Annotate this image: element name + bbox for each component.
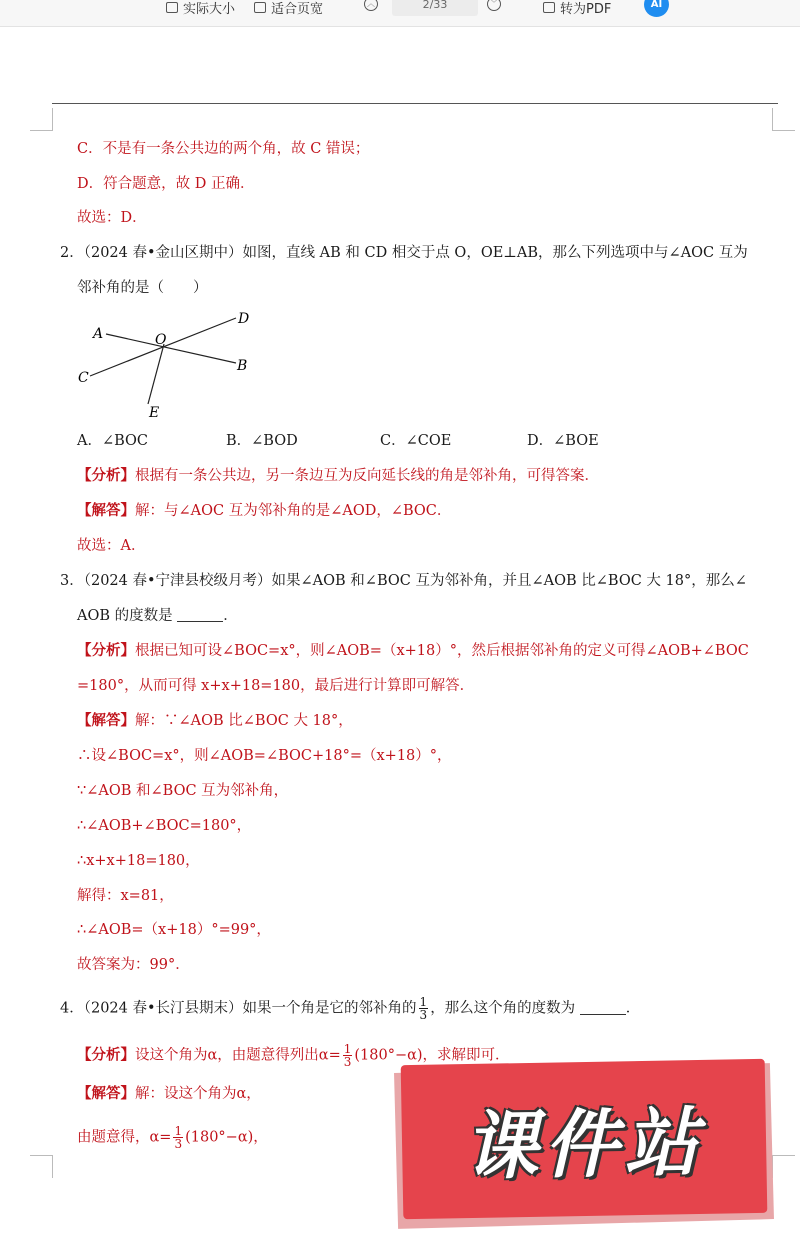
q2-option-b: B．∠BOD — [226, 433, 298, 449]
actual-size-label: 实际大小 — [183, 1, 236, 17]
q3-analysis-text1: 根据已知可设∠BOC=x°，则∠AOB=（x+18）°，然后根据邻补角的定义可得∠AOB+∠BOC — [135, 643, 749, 659]
label-a: A — [93, 326, 104, 342]
q4-stem-text-b: ，那么这个角的度数为 — [430, 1000, 576, 1017]
q4-solution-step2-a: 由题意得，α= — [77, 1129, 172, 1146]
q3-stem-line1: 3．（2024 春•宁津县校级月考）如果∠AOB 和∠BOC 互为邻补角，并且∠AOB 比∠BOC 大 18°，那么∠ — [60, 573, 747, 589]
q3-analysis-line2: =180°，从而可得 x+x+18=180，最后进行计算即可解答． — [77, 678, 475, 694]
page-indicator[interactable]: 2/33 — [392, 0, 478, 16]
q3-answer: 故答案为：99°． — [77, 957, 190, 973]
page-up-icon[interactable]: ︿ — [364, 0, 378, 11]
fraction-one-third: $\frac{1}{3}$ — [343, 1042, 352, 1069]
label-e: E — [149, 405, 160, 421]
q3-solution-step5: ∴x+x+18=180， — [77, 853, 200, 869]
q2-solution-text: 解：与∠AOC 互为邻补角的是∠AOD，∠BOC． — [135, 503, 452, 519]
page-down-icon[interactable]: ﹀ — [487, 0, 501, 11]
q4-stem-text-a: 4．（2024 春•长汀县期末）如果一个角是它的邻补角的 — [60, 1000, 417, 1017]
label-d: D — [238, 311, 250, 327]
q2-analysis — [77, 466, 599, 486]
q4-analysis-text-a: 设这个角为α，由题意得列出α= — [135, 1047, 341, 1064]
q3-stem-text: AOB 的度数是 — [77, 608, 173, 624]
q3-solution-step4: ∴∠AOB+∠BOC=180°， — [77, 818, 252, 834]
q3-solution-step3: ∵∠AOB 和∠BOC 互为邻补角， — [77, 783, 289, 799]
q3-solution — [77, 711, 353, 731]
q2-answer: 故选：A． — [77, 538, 146, 554]
analysis-tag: 【分析】 — [77, 1046, 135, 1064]
option-d-explanation: D．符合题意，故 D 正确． — [77, 176, 255, 192]
fraction-one-third: $\frac{1}{3}$ — [174, 1124, 183, 1151]
answer-blank — [177, 607, 223, 622]
q2-stem-line2: 邻补角的是（ ） — [77, 280, 208, 296]
pdf-icon — [543, 2, 555, 13]
q2-stem-line1: 2．（2024 春•金山区期中）如图，直线 AB 和 CD 相交于点 O，OE⊥AB，那么下列选项中与∠AOC 互为 — [60, 245, 748, 261]
q3-stem-line2 — [77, 606, 238, 626]
q2-option-a: A．∠BOC — [77, 433, 149, 449]
label-b: B — [237, 358, 248, 374]
q3-stem-end: ． — [223, 608, 238, 624]
q3-solution-step2: ∴设∠BOC=x°，则∠AOB=∠BOC+18°=（x+18）°， — [77, 748, 452, 764]
q3-solution-step7: ∴∠AOB=（x+18）°=99°， — [77, 922, 271, 938]
q2-option-c: C．∠COE — [380, 433, 452, 449]
q4-stem-end: ． — [625, 1000, 641, 1017]
q4-solution — [77, 1084, 261, 1104]
q3-solution-step1: 解：∵∠AOB 比∠BOC 大 18°， — [135, 713, 353, 729]
solution-tag: 【解答】 — [77, 1085, 135, 1102]
answer-blank — [580, 1000, 626, 1015]
q2-analysis-text: 根据有一条公共边，另一条边互为反向延长线的角是邻补角，可得答案． — [135, 468, 599, 484]
watermark-stamp — [401, 1059, 768, 1219]
q2-option-d: D．∠BOE — [527, 433, 599, 449]
q4-analysis-text-b: (180°−α)，求解即可． — [354, 1047, 510, 1064]
to-pdf-label: 转为PDF — [560, 1, 612, 17]
ray-oe — [148, 344, 164, 404]
label-c: C — [78, 370, 89, 386]
watermark-text: 课件站 — [463, 1099, 705, 1191]
actual-size-button[interactable] — [166, 0, 236, 17]
solution-tag: 【解答】 — [77, 712, 135, 729]
q4-solution-step2-b: (180°−α)， — [185, 1129, 268, 1146]
solution-tag: 【解答】 — [77, 502, 135, 519]
header-rule — [52, 103, 778, 104]
fit-width-icon — [254, 2, 266, 13]
to-pdf-button[interactable] — [543, 0, 612, 17]
page-corner-mark — [30, 1155, 53, 1178]
page-corner-mark — [772, 108, 795, 131]
line-ab — [106, 334, 236, 363]
q2-geometry-figure — [76, 306, 256, 422]
fit-width-label: 适合页宽 — [271, 1, 324, 17]
analysis-tag: 【分析】 — [77, 642, 135, 659]
option-c-explanation: C．不是有一条公共边的两个角，故 C 错误； — [77, 141, 370, 157]
q3-analysis — [77, 641, 749, 661]
q4-solution-step2 — [77, 1125, 268, 1150]
ai-assistant-button[interactable]: AI — [644, 0, 669, 17]
q3-solution-step6: 解得：x=81， — [77, 888, 174, 904]
analysis-tag: 【分析】 — [77, 467, 135, 484]
label-o: O — [155, 332, 167, 348]
q4-stem — [60, 996, 640, 1021]
fraction-one-third: $\frac{1}{3}$ — [419, 995, 428, 1022]
viewer-toolbar — [0, 0, 800, 27]
q2-solution — [77, 501, 451, 521]
page-corner-mark — [30, 108, 53, 131]
q4-solution-step1: 解：设这个角为α， — [135, 1086, 261, 1102]
fit-width-button[interactable] — [254, 0, 324, 17]
actual-size-icon — [166, 2, 178, 13]
q1-answer: 故选：D． — [77, 210, 147, 226]
page-corner-mark — [772, 1155, 795, 1178]
